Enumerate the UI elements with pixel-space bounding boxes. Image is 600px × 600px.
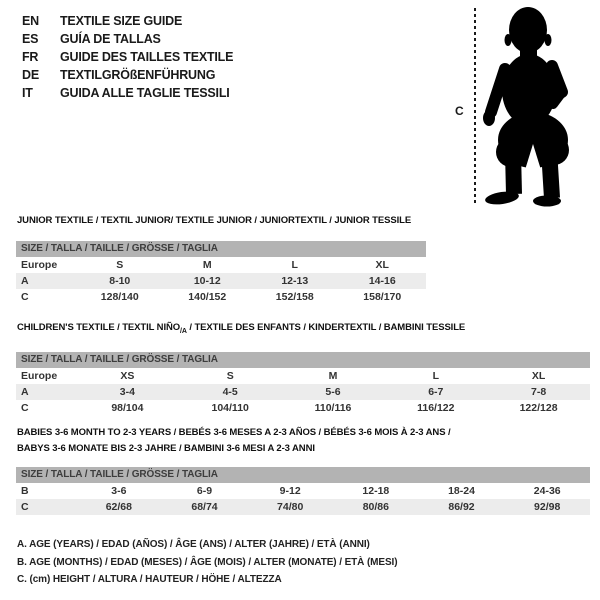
size-cell: 122/128 — [519, 402, 558, 414]
row-label: Europe — [21, 259, 58, 271]
children-title-rest: / TEXTILE DES ENFANTS / KINDERTEXTIL / BAMBINI TESSILE — [186, 322, 466, 333]
size-cell: 6-7 — [428, 386, 444, 398]
size-cell: 3-4 — [119, 386, 135, 398]
size-cell: 128/140 — [100, 291, 139, 303]
size-cell: 62/68 — [105, 501, 132, 513]
size-cell: L — [432, 370, 439, 382]
babies-section-title-line1: BABIES 3-6 MONTH TO 2-3 YEARS / BEBÉS 3-6 MESES A 2-3 AÑOS / BÉBÉS 3-6 MOIS À 2-3 ANS / — [17, 427, 451, 438]
table-row-europe — [16, 257, 426, 273]
lang-row-es — [22, 30, 233, 48]
lang-row-it — [22, 84, 233, 102]
table-row-europe — [16, 368, 590, 384]
children-section-title — [17, 322, 465, 335]
size-cell: 24-36 — [533, 485, 561, 497]
junior-size-table — [16, 241, 426, 305]
lang-code: FR — [22, 50, 39, 64]
table-row-age-months — [16, 483, 590, 499]
footnotes — [17, 536, 397, 589]
size-cell: M — [202, 259, 212, 271]
table-header-size: SIZE / TALLA / TAILLE / GRÖSSE / TAGLIA — [16, 241, 426, 257]
lang-title: GUIDA ALLE TAGLIE TESSILI — [60, 86, 230, 100]
babies-size-table — [16, 467, 590, 515]
row-label: A — [21, 386, 29, 398]
size-cell: 86/92 — [448, 501, 475, 513]
size-cell: 74/80 — [277, 501, 304, 513]
size-cell: 80/86 — [362, 501, 389, 513]
babies-section-title-line2: BABYS 3-6 MONATE BIS 2-3 JAHRE / BAMBINI 3-6 MESI A 2-3 ANNI — [17, 443, 315, 454]
footnote-b: B. AGE (MONTHS) / EDAD (MESES) / ÂGE (MOIS) / ALTER (MONATE) / ETÀ (MESI) — [17, 556, 398, 568]
lang-title: GUÍA DE TALLAS — [60, 32, 161, 46]
size-cell: 140/152 — [188, 291, 227, 303]
row-label: C — [21, 402, 29, 414]
size-cell: 5-6 — [325, 386, 341, 398]
size-cell: 92/98 — [534, 501, 561, 513]
table-header-size: SIZE / TALLA / TAILLE / GRÖSSE / TAGLIA — [16, 467, 590, 483]
lang-title: TEXTILGRÖßENFÜHRUNG — [60, 68, 216, 82]
row-label: Europe — [21, 370, 58, 382]
size-cell: 152/158 — [275, 291, 314, 303]
size-cell: 12-18 — [362, 485, 390, 497]
size-cell: 98/104 — [111, 402, 144, 414]
size-cell: 110/116 — [314, 402, 352, 414]
size-cell: S — [116, 259, 124, 271]
size-cell: L — [291, 259, 298, 271]
baby-silhouette-icon — [478, 2, 596, 210]
size-cell: S — [226, 370, 234, 382]
size-cell: 68/74 — [191, 501, 218, 513]
lang-title: TEXTILE SIZE GUIDE — [60, 14, 183, 28]
lang-title: GUIDE DES TAILLES TEXTILE — [60, 50, 234, 64]
height-measure-label: C — [455, 104, 464, 118]
size-cell: 18-24 — [448, 485, 475, 497]
lang-code: ES — [22, 32, 39, 46]
table-row-height — [16, 289, 426, 305]
size-cell: 10-12 — [193, 275, 221, 287]
size-cell: 6-9 — [196, 485, 213, 497]
table-row-height — [16, 499, 590, 515]
table-row-age — [16, 384, 590, 400]
children-title-subscript: /A — [180, 327, 187, 335]
size-cell: 9-12 — [279, 485, 301, 497]
height-dashed-line — [474, 8, 476, 204]
footnote-a: A. AGE (YEARS) / EDAD (AÑOS) / ÂGE (ANS) / ALTER (JAHRE) / ETÀ (ANNI) — [17, 539, 370, 550]
size-cell: M — [328, 370, 338, 382]
lang-code: DE — [22, 68, 39, 82]
size-cell: 4-5 — [222, 386, 238, 398]
size-cell: 3-6 — [111, 485, 127, 497]
row-label: B — [21, 485, 29, 497]
size-cell: XL — [531, 370, 546, 382]
children-title-main: CHILDREN'S TEXTILE / TEXTIL NIÑO — [17, 322, 181, 333]
table-row-age — [16, 273, 426, 289]
lang-code: IT — [22, 86, 33, 100]
size-cell: XL — [375, 259, 389, 271]
size-cell: 104/110 — [211, 402, 249, 414]
table-header-size: SIZE / TALLA / TAILLE / GRÖSSE / TAGLIA — [16, 352, 590, 368]
size-cell: 7-8 — [530, 386, 547, 398]
size-cell: XS — [120, 370, 135, 382]
row-label: A — [21, 275, 29, 287]
lang-code: EN — [22, 14, 39, 28]
size-cell: 8-10 — [109, 275, 131, 287]
row-label: C — [21, 291, 29, 303]
footnote-c: C. (cm) HEIGHT / ALTURA / HAUTEUR / HÖHE / ALTEZZA — [17, 574, 282, 585]
size-cell: 14-16 — [368, 275, 396, 287]
size-cell: 158/170 — [363, 291, 402, 303]
row-label: C — [21, 501, 29, 513]
lang-row-fr — [22, 48, 233, 66]
size-cell: 12-13 — [281, 275, 309, 287]
junior-section-title: JUNIOR TEXTILE / TEXTIL JUNIOR/ TEXTILE JUNIOR / JUNIORTEXTIL / JUNIOR TESSILE — [17, 215, 412, 226]
lang-row-en — [22, 12, 233, 30]
size-cell: 116/122 — [417, 402, 455, 414]
language-header — [22, 12, 233, 102]
lang-row-de — [22, 66, 233, 84]
children-size-table — [16, 352, 590, 416]
table-row-height — [16, 400, 590, 416]
